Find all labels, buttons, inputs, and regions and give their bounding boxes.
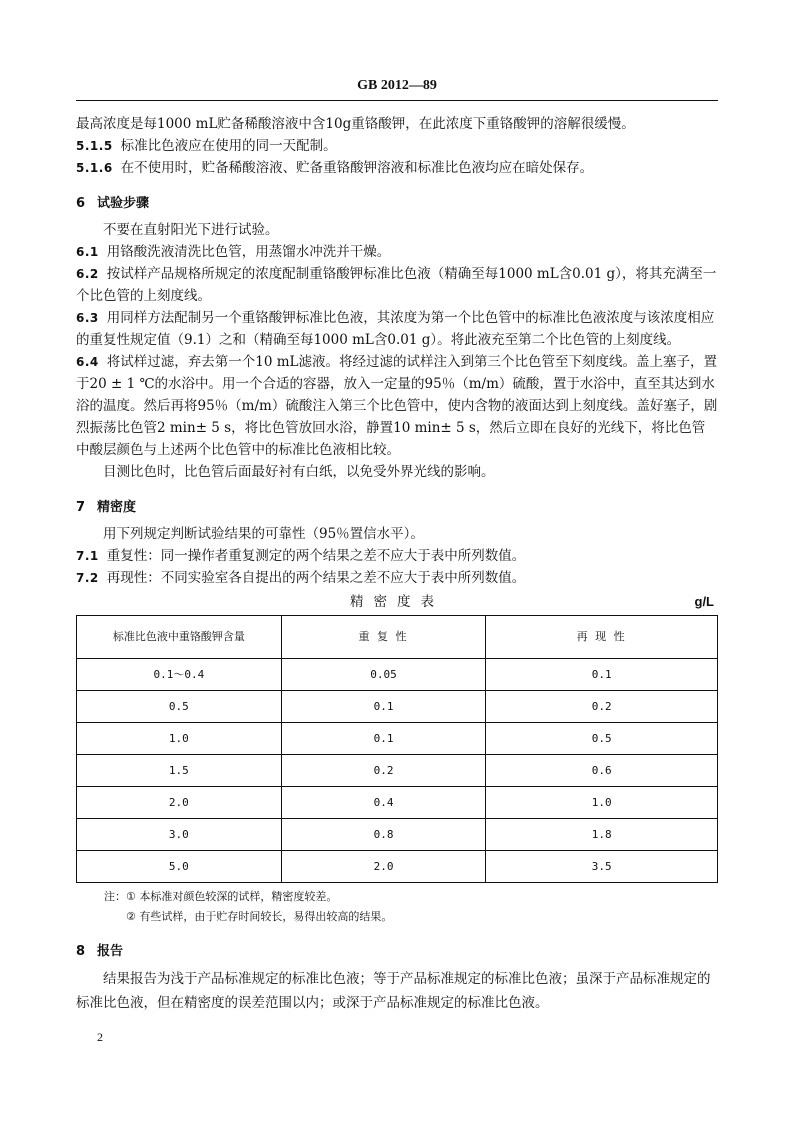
table-cell: 0.1: [486, 659, 718, 691]
table-notes: [76, 887, 718, 927]
section-title: 报告: [97, 944, 124, 959]
table-cell: 3.0: [77, 819, 282, 851]
table-cell: 0.1～0.4: [77, 659, 282, 691]
clause-number: 5.1.6: [76, 161, 113, 175]
clause-text: 再现性：不同实验室各自提出的两个结果之差不应大于表中所列数值。: [106, 570, 526, 586]
page-header: GB 2012—89: [357, 78, 437, 93]
clause-text: 将试样过滤，弃去第一个10 mL滤液。将经过滤的试样注入到第三个比色管至下刻度线。盖上塞子，置于20 ± 1 ℃的水浴中。用一个合适的容器，放入一定量的95％（m/m）硫酸，置于水浴中，直至其达到水浴的温度。然后再将95％（m/m）硫酸注入第三个比色管中，使内含物的液面达到上刻度线。盖好塞子，剧烈振荡比色管2 min± 5 s，将比色管放回水浴，静置10 min± 5 s，然后立即在良好的光线下，将比色管中酸层颜色与上述两个比色管中的标准比色液相比较。: [76, 354, 718, 458]
table-cell: 1.0: [77, 723, 282, 755]
table-cell: 3.5: [486, 851, 718, 883]
clause-number: 6.1: [76, 245, 99, 259]
table-cell: 0.8: [281, 819, 486, 851]
clause-6-1: [76, 241, 718, 263]
header-repeatability: 重 复 性: [281, 616, 486, 659]
clause-5-1-5: [76, 135, 718, 157]
note-text: ① 本标准对颜色较深的试样，精密度较差。: [126, 890, 338, 903]
table-row: [77, 787, 718, 819]
clause-text: 重复性：同一操作者重复测定的两个结果之差不应大于表中所列数值。: [106, 548, 526, 564]
header-reproducibility: 再 现 性: [486, 616, 718, 659]
table-caption-row: [76, 591, 718, 615]
table-cell: 0.2: [486, 691, 718, 723]
clause-number: 6.2: [76, 267, 99, 281]
clause-number: 7.2: [76, 571, 99, 585]
clause-number: 6.3: [76, 311, 99, 325]
table-note-2: ② 有些试样，由于贮存时间较长，易得出较高的结果。: [126, 910, 393, 923]
table-cell: 2.0: [281, 851, 486, 883]
table-cell: 0.5: [77, 691, 282, 723]
header-content: 标准比色液中重铬酸钾含量: [77, 616, 282, 659]
table-cell: 0.05: [281, 659, 486, 691]
table-cell: 2.0: [77, 787, 282, 819]
table-unit: g/L: [694, 594, 714, 609]
table-row: [77, 755, 718, 787]
clause-5-1-6: [76, 157, 718, 179]
header-rule: [76, 100, 718, 101]
table-cell: 0.6: [486, 755, 718, 787]
table-cell: 1.5: [77, 755, 282, 787]
table-cell: 0.4: [281, 787, 486, 819]
table-row: [77, 723, 718, 755]
section-6-heading: [76, 193, 718, 215]
clause-number: 7.1: [76, 549, 99, 563]
section-7-heading: [76, 497, 718, 519]
clause-text: 用同样方法配制另一个重铬酸钾标准比色液，其浓度为第一个比色管中的标准比色液浓度与该浓度相应的重复性规定值（9.1）之和（精确至每1000 mL含0.01 g）。将此液充至第二个比色管的上刻度线。: [76, 310, 715, 348]
table-row: [77, 851, 718, 883]
table-cell: 5.0: [77, 851, 282, 883]
paragraph-continued: 最高浓度是每1000 mL贮备稀酸溶液中含10g重铬酸钾，在此浓度下重铬酸钾的溶解很缓慢。: [76, 116, 635, 132]
section-title: 试验步骤: [97, 196, 150, 211]
table-cell: 1.0: [486, 787, 718, 819]
table-note-1: [76, 887, 718, 907]
page-number: 2: [97, 1030, 103, 1044]
note-label: 注：: [104, 890, 126, 903]
section-title: 精密度: [97, 500, 137, 515]
section-number: 6: [76, 196, 86, 211]
table-cell: 0.2: [281, 755, 486, 787]
clause-text: 用铬酸洗液清洗比色管，用蒸馏水冲洗并干燥。: [106, 244, 391, 260]
table-header-row: [77, 616, 718, 659]
table-row: [77, 819, 718, 851]
table-cell: 1.8: [486, 819, 718, 851]
table-cell: 0.5: [486, 723, 718, 755]
clause-number: 5.1.5: [76, 139, 113, 153]
clause-6-4: [76, 351, 718, 461]
clause-6-2: [76, 263, 718, 307]
section-number: 7: [76, 500, 86, 515]
section-number: 8: [76, 944, 86, 959]
document-body: [76, 113, 718, 1015]
table-cell: 0.1: [281, 691, 486, 723]
clause-7-1: [76, 545, 718, 567]
table-caption: 精密度表: [350, 594, 444, 610]
section-8-text: 结果报告为浅于产品标准规定的标准比色液；等于产品标准规定的标准比色液；虽深于产品标准规定的标准比色液，但在精密度的误差范围以内；或深于产品标准规定的标准比色液。: [76, 971, 711, 1011]
precision-table: [76, 615, 718, 883]
section-6-intro: 不要在直射阳光下进行试验。: [103, 222, 279, 238]
visual-comparison-note: 目测比色时，比色管后面最好衬有白纸，以免受外界光线的影响。: [103, 464, 495, 480]
section-8-heading: [76, 941, 718, 963]
section-7-intro: 用下列规定判断试验结果的可靠性（95％置信水平）。: [103, 526, 424, 542]
clause-text: 按试样产品规格所规定的浓度配制重铬酸钾标准比色液（精确至每1000 mL含0.01 g），将其充满至一个比色管的上刻度线。: [76, 266, 717, 304]
table-row: [77, 659, 718, 691]
clause-number: 6.4: [76, 355, 99, 369]
clause-6-3: [76, 307, 718, 351]
clause-text: 标准比色液应在使用的同一天配制。: [120, 138, 337, 154]
clause-text: 在不使用时，贮备稀酸溶液、贮备重铬酸钾溶液和标准比色液均应在暗处保存。: [120, 160, 594, 176]
table-cell: 0.1: [281, 723, 486, 755]
clause-7-2: [76, 567, 718, 589]
table-row: [77, 691, 718, 723]
